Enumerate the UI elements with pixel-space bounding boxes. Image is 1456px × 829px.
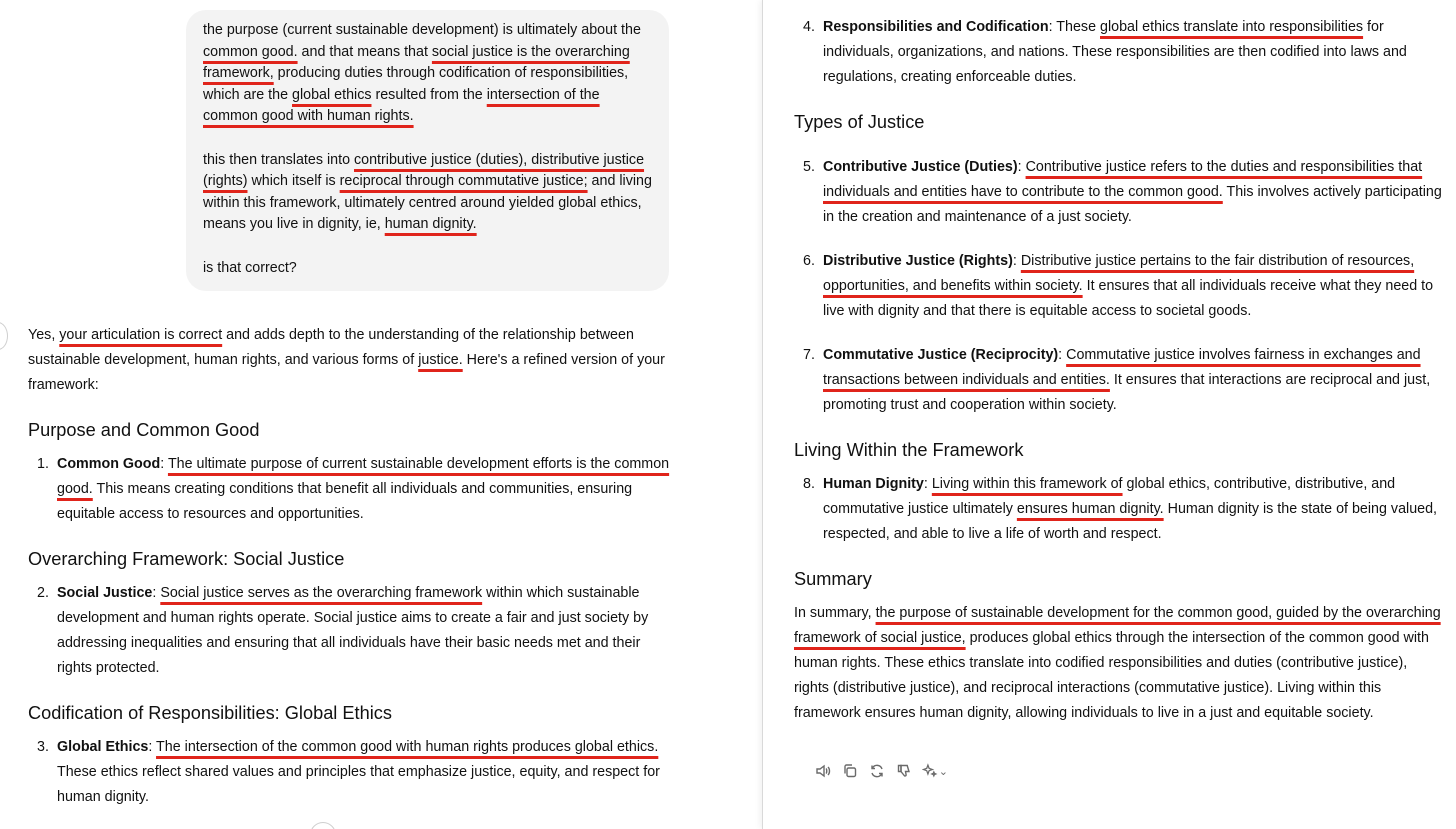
section-heading: Living Within the Framework <box>794 440 1024 460</box>
user-message-paragraph-1: the purpose (current sustainable development) is ultimately about the common good. and that means that social justice is the overarching framework, producing duties through codification of responsibilities, which are the global ethics resulted from the intersection of the common good with human rights. <box>203 22 641 125</box>
answer-intro: Yes, your articulation is correct and adds depth to the understanding of the relationship between sustainable development, human rights, and various forms of justice. Here's a refined version of your framework: <box>28 327 665 393</box>
underline-highlight: Distributive justice pertains to the fair distribution of resources, opportunities, and benefits within society. <box>823 253 1415 294</box>
underline-highlight: the purpose of sustainable development for the common good, guided by the overarching framework of social justice, <box>794 605 1441 646</box>
list-item: 6. Distributive Justice (Rights): Distributive justice pertains to the fair distribution of resources, opportunities, and benefits within society. It ensures that all individuals receive what they need to live with dignity and that there is equitable access to societal goods. <box>803 253 1434 319</box>
list-item: 5. Contributive Justice (Duties): Contributive justice refers to the duties and responsibilities that individuals and entities have to contribute to the common good. This involves actively participating in the creation and maintenance of a just society. <box>803 159 1442 225</box>
underline-highlight: global ethics <box>292 86 372 103</box>
thumbs-down-icon[interactable] <box>895 762 913 780</box>
chevron-down-icon: ⌄ <box>938 765 948 778</box>
user-message-paragraph-2: this then translates into contributive justice (duties), distributive justice (rights) which itself is reciprocal through commutative justice; and living within this framework, ultimately centred around yielded global ethics, means you live in dignity, ie, human dignity. <box>203 151 652 233</box>
underline-highlight: reciprocal through commutative justice; <box>339 173 588 190</box>
list-item: 8. Human Dignity: Living within this framework of global ethics, contributive, distributive, and commutative justice ultimately ensures human dignity. Human dignity is the state of being valued, respected, and able to live a life of worth and respect. <box>803 476 1438 542</box>
section-heading: Overarching Framework: Social Justice <box>28 549 345 569</box>
underline-highlight: Living within this framework of <box>931 476 1123 492</box>
speaker-icon[interactable] <box>814 762 832 780</box>
list-item: 1. Common Good: The ultimate purpose of current sustainable development efforts is the common good. This means creating conditions that benefit all individuals and communities, ensuring equitable access to resources and opportunities. <box>37 456 670 522</box>
underline-highlight: The ultimate purpose of current sustainable development efforts is the common good. <box>57 456 670 497</box>
list-item: 7. Commutative Justice (Reciprocity): Commutative justice involves fairness in exchanges and transactions between individuals and entities. It ensures that interactions are reciprocal and just, promoting trust and cooperation within society. <box>803 347 1431 413</box>
underline-highlight: global ethics translate into responsibilities <box>1100 19 1364 35</box>
underline-highlight: contributive justice (duties), distributive justice (rights) <box>203 151 645 190</box>
underline-highlight: your articulation is correct <box>59 327 223 343</box>
list-item: 4. Responsibilities and Codification: These global ethics translate into responsibilities for individuals, organizations, and nations. These responsibilities are then codified into laws and regulations, creating enforceable duties. <box>803 19 1407 85</box>
underline-highlight: ensures human dignity. <box>1016 501 1164 517</box>
underline-highlight: Contributive justice refers to the duties and responsibilities that individuals and entities have to contribute to the common good. <box>823 159 1423 200</box>
section-heading: Codification of Responsibilities: Global Ethics <box>28 703 392 723</box>
list-item: 3. Global Ethics: The intersection of the common good with human rights produces global ethics. These ethics reflect shared values and principles that emphasize justice, equity, and respect for human dignity. <box>37 739 660 805</box>
underline-highlight: intersection of the common good with human rights. <box>203 86 600 125</box>
underline-highlight: social justice is the overarching framework, <box>203 43 630 82</box>
section-heading: Summary <box>794 569 872 589</box>
copy-icon[interactable] <box>841 762 859 780</box>
assistant-answer-right <box>794 15 1442 726</box>
sparkle-model-icon[interactable] <box>922 762 948 780</box>
summary-paragraph: In summary, the purpose of sustainable development for the common good, guided by the overarching framework of social justice, produces global ethics through the intersection of the common good with human rights. These ethics translate into codified responsibilities and duties (contributive justice), rights (distributive justice), and reciprocal interactions (commutative justice). Living within this framework ensures human dignity, allowing individuals to live in a just and equitable society. <box>794 605 1441 721</box>
message-action-toolbar <box>814 762 948 780</box>
regenerate-icon[interactable] <box>868 762 886 780</box>
scroll-edge-button[interactable] <box>0 322 8 350</box>
section-heading: Purpose and Common Good <box>28 420 260 440</box>
chat-right-pane <box>762 0 1456 829</box>
underline-highlight: human dignity. <box>384 216 477 233</box>
underline-highlight: The intersection of the common good with human rights produces global ethics. <box>156 739 659 755</box>
underline-highlight: Commutative justice involves fairness in exchanges and transactions between individuals and entities. <box>823 347 1421 388</box>
list-item: 2. Social Justice: Social justice serves as the overarching framework within which sustainable development and human rights operate. Social justice aims to create a fair and just society by addressing inequalities and ensuring that all individuals have their basic needs met and their rights protected. <box>37 585 649 676</box>
user-message-paragraph-3: is that correct? <box>203 259 297 276</box>
assistant-answer-left <box>28 323 678 810</box>
scroll-down-button[interactable] <box>310 822 336 829</box>
underline-highlight: common good. <box>203 43 298 60</box>
section-heading: Types of Justice <box>794 112 925 132</box>
user-message-bubble <box>186 10 669 291</box>
underline-highlight: Social justice serves as the overarching framework <box>160 585 483 601</box>
underline-highlight: justice. <box>418 352 463 368</box>
